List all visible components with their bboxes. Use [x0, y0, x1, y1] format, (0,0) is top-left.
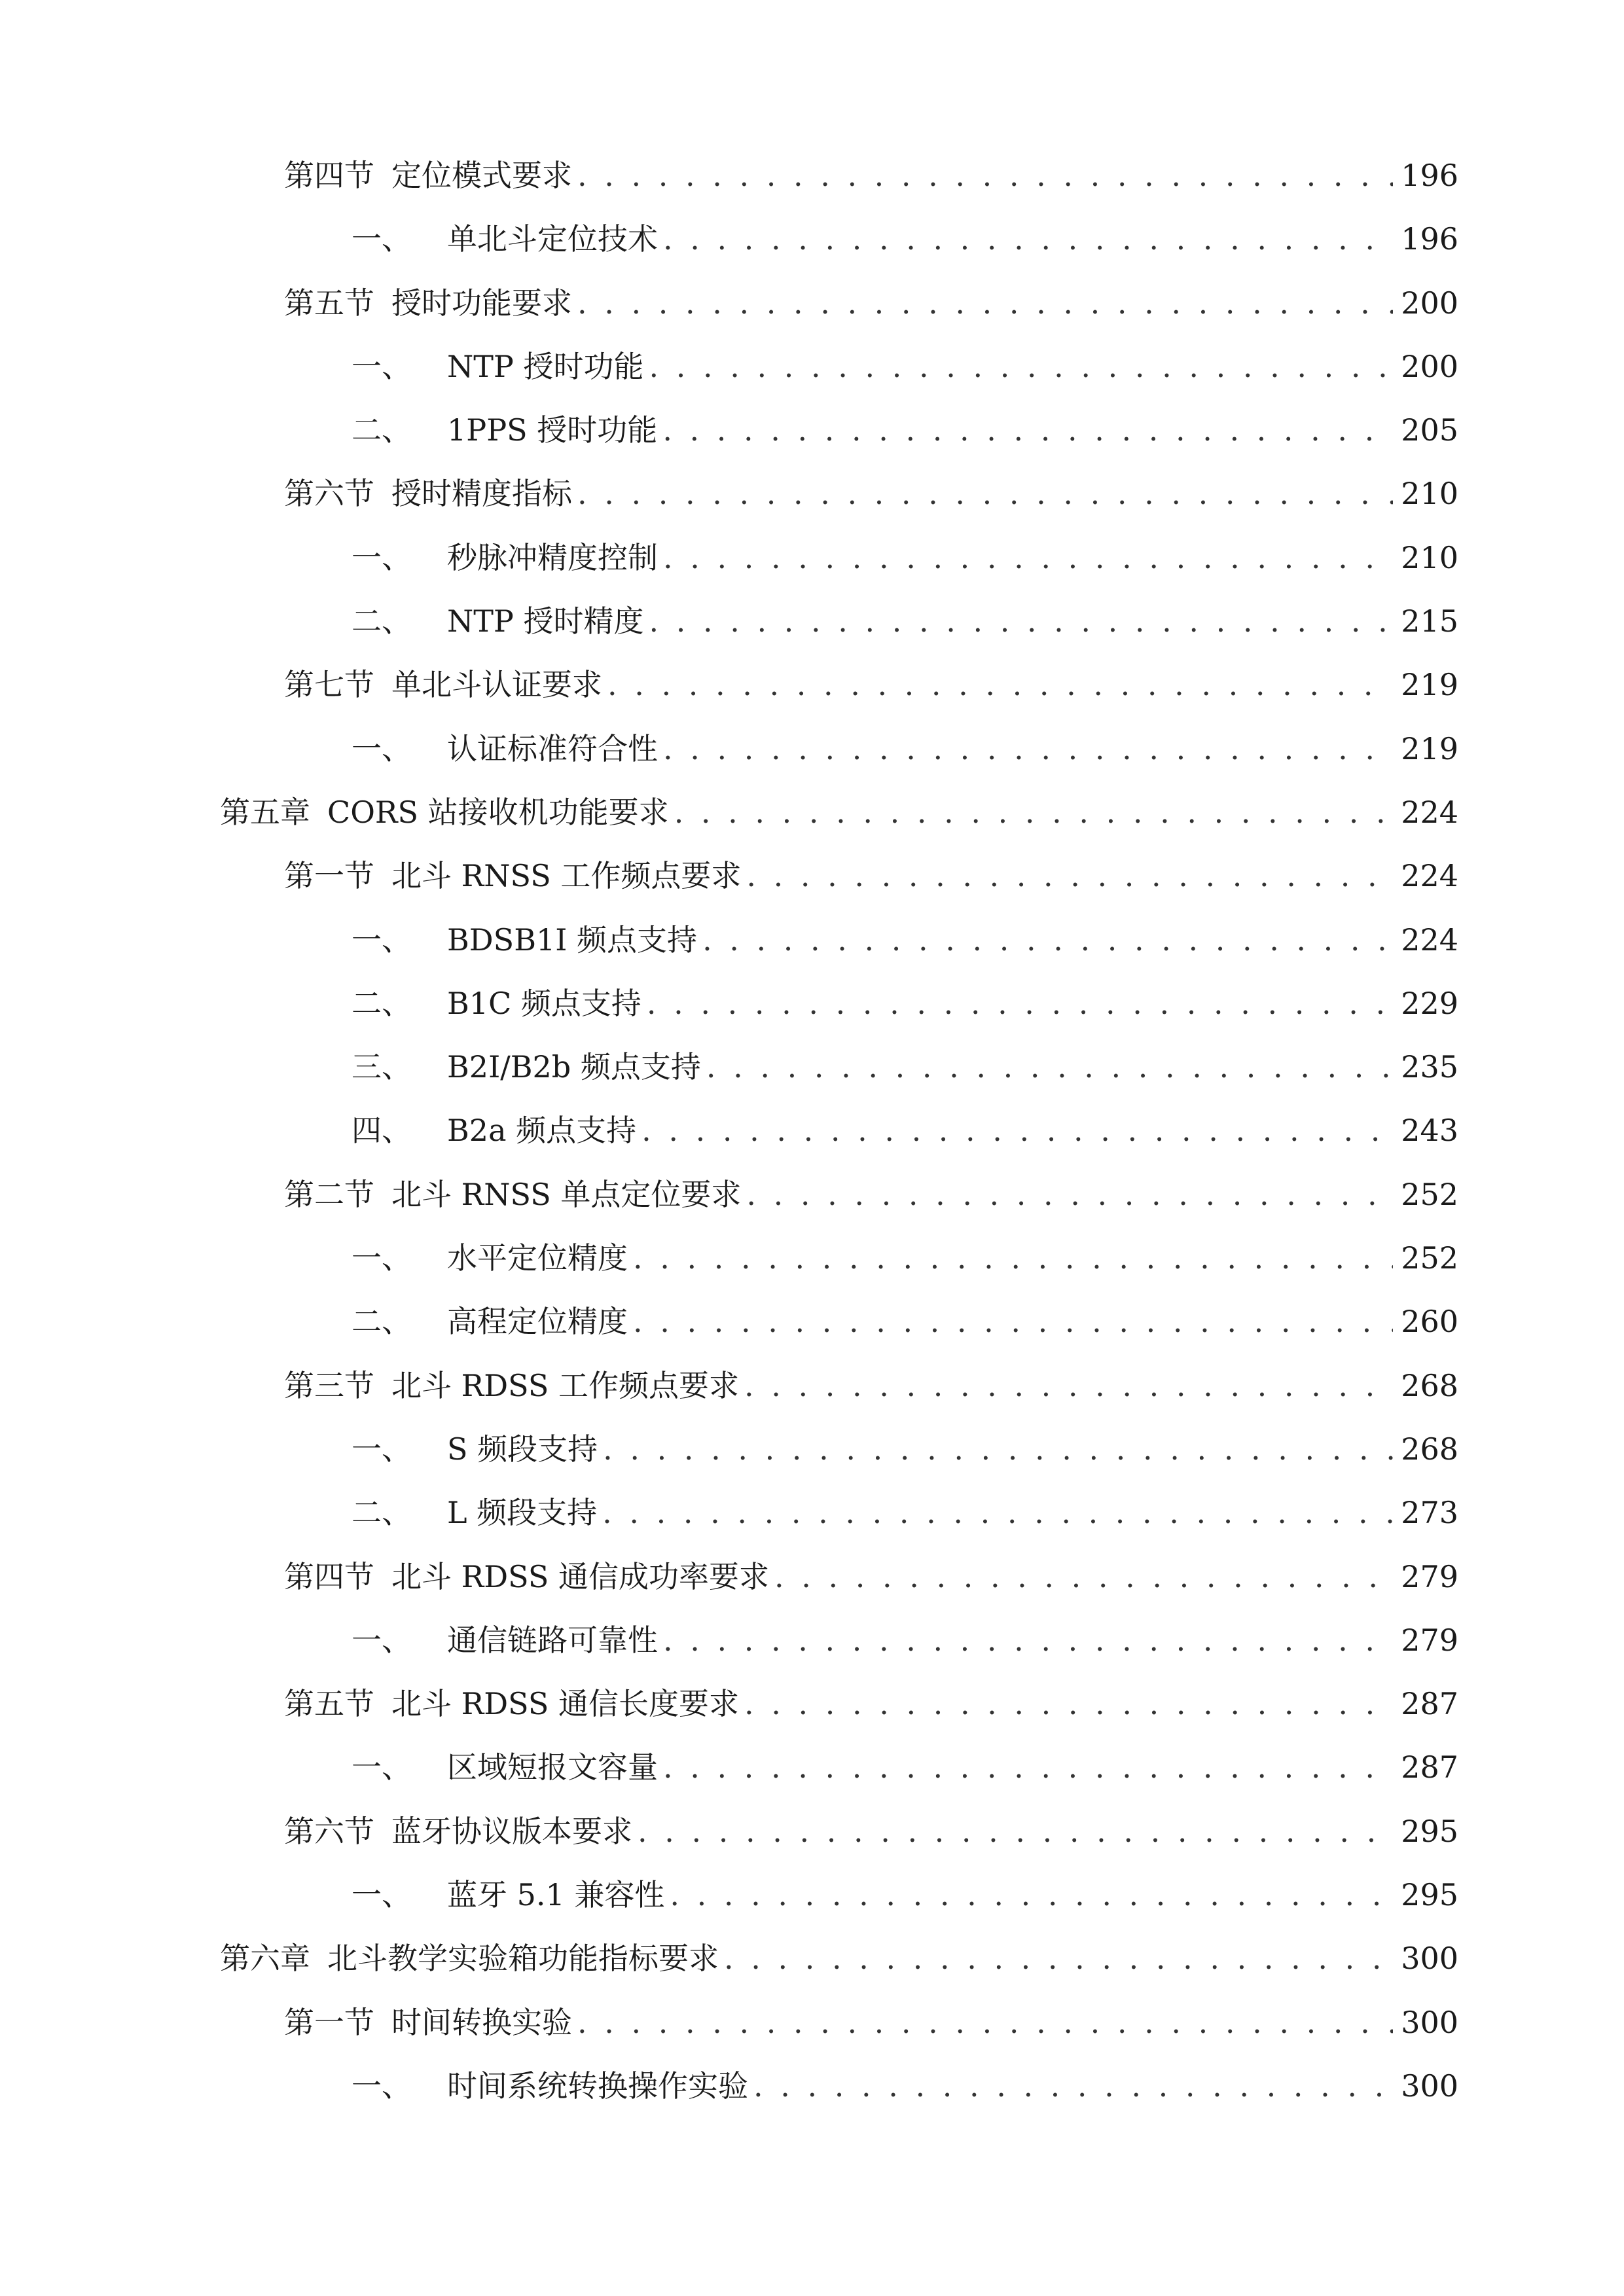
dot-leader — [638, 1812, 1393, 1851]
toc-entry-section[interactable] — [0, 1355, 1624, 1419]
toc-entry-item[interactable] — [0, 1737, 1624, 1801]
dot-leader — [744, 1684, 1393, 1723]
toc-entry-page-number: 196 — [1401, 158, 1458, 193]
toc-entry-title: 水平定位精度 — [447, 1240, 628, 1276]
toc-entry-item[interactable] — [0, 910, 1624, 973]
toc-entry-line — [284, 474, 1458, 513]
toc-entry-line — [352, 729, 1458, 768]
toc-entry-title: B2a 频点支持 — [447, 1113, 637, 1149]
toc-entry-line — [352, 347, 1458, 386]
toc-entry-item[interactable] — [0, 973, 1624, 1037]
dot-leader — [702, 920, 1393, 960]
toc-entry-page-number: 273 — [1401, 1495, 1458, 1531]
toc-entry-title: 北斗 RNSS 工作频点要求 — [391, 858, 742, 894]
dot-leader — [746, 856, 1393, 895]
toc-entry-line — [284, 1812, 1458, 1851]
toc-entry-section[interactable] — [0, 145, 1624, 209]
dot-leader — [577, 283, 1393, 323]
dot-leader — [670, 1875, 1393, 1914]
toc-entry-title: 通信链路可靠性 — [447, 1622, 658, 1658]
toc-entry-item[interactable] — [0, 209, 1624, 272]
toc-entry-line — [352, 410, 1458, 450]
dot-leader — [724, 1939, 1393, 1978]
toc-entry-line — [352, 538, 1458, 577]
toc-entry-number: 第七节 — [284, 667, 374, 703]
toc-entry-page-number: 235 — [1401, 1049, 1458, 1085]
toc-entry-line — [220, 1939, 1458, 1978]
toc-entry-page-number: 196 — [1401, 221, 1458, 257]
toc-entry-title: NTP 授时功能 — [447, 348, 644, 384]
toc-entry-title: 北斗 RNSS 单点定位要求 — [391, 1176, 742, 1212]
toc-entry-page-number: 243 — [1401, 1113, 1458, 1149]
dot-leader — [663, 219, 1393, 259]
toc-entry-item[interactable] — [0, 528, 1624, 591]
dot-leader — [649, 601, 1394, 641]
toc-entry-item[interactable] — [0, 1865, 1624, 1928]
toc-entry-title: 单北斗认证要求 — [391, 667, 602, 703]
dot-leader — [663, 729, 1393, 768]
toc-entry-title: 定位模式要求 — [391, 158, 572, 193]
dot-leader — [577, 156, 1393, 195]
dot-leader — [746, 1175, 1393, 1214]
toc-entry-item[interactable] — [0, 1291, 1624, 1355]
toc-entry-line — [352, 1238, 1458, 1278]
toc-entry-number: 一、 — [352, 1749, 412, 1785]
toc-entry-line — [220, 793, 1458, 832]
toc-entry-title: BDSB1I 频点支持 — [447, 922, 698, 958]
toc-entry-title: CORS 站接收机功能要求 — [327, 794, 669, 830]
toc-entry-page-number: 210 — [1401, 476, 1458, 512]
toc-entry-page-number: 287 — [1401, 1686, 1458, 1722]
toc-entry-number: 一、 — [352, 2068, 412, 2104]
toc-entry-page-number: 295 — [1401, 1813, 1458, 1849]
toc-entry-section[interactable] — [0, 1547, 1624, 1610]
toc-entry-section[interactable] — [0, 1164, 1624, 1228]
toc-entry-line — [352, 2066, 1458, 2106]
toc-entry-number: 一、 — [352, 1240, 412, 1276]
toc-entry-number: 一、 — [352, 221, 412, 257]
toc-entry-page-number: 219 — [1401, 667, 1458, 703]
toc-entry-number: 第六节 — [284, 476, 374, 512]
dot-leader — [577, 474, 1393, 513]
toc-entry-line — [352, 1047, 1458, 1086]
toc-entry-page-number: 268 — [1401, 1431, 1458, 1467]
dot-leader — [577, 2003, 1393, 2042]
toc-entry-title: 北斗 RDSS 工作频点要求 — [391, 1367, 739, 1403]
toc-entry-line — [352, 1429, 1458, 1469]
toc-entry-section[interactable] — [0, 846, 1624, 909]
toc-entry-page-number: 252 — [1401, 1240, 1458, 1276]
toc-entry-number: 第二节 — [284, 1176, 374, 1212]
toc-entry-line — [284, 1557, 1458, 1596]
toc-entry-line — [352, 920, 1458, 960]
dot-leader — [647, 984, 1393, 1023]
dot-leader — [753, 2066, 1393, 2106]
dot-leader — [641, 1111, 1393, 1150]
toc-entry-line — [352, 984, 1458, 1023]
toc-entry-number: 第三节 — [284, 1367, 374, 1403]
toc-entry-page-number: 200 — [1401, 285, 1458, 321]
toc-entry-number: 第四节 — [284, 158, 374, 193]
toc-entry-title: 授时功能要求 — [391, 285, 572, 321]
toc-entry-number: 一、 — [352, 1431, 412, 1467]
toc-entry-number: 第四节 — [284, 1558, 374, 1594]
toc-entry-line — [284, 156, 1458, 195]
toc-entry-line — [284, 2003, 1458, 2042]
toc-entry-title: S 频段支持 — [447, 1431, 598, 1467]
toc-entry-chapter[interactable] — [0, 782, 1624, 846]
toc-entry-number: 第六章 — [220, 1941, 310, 1977]
toc-entry-item[interactable] — [0, 591, 1624, 655]
toc-entry-number: 一、 — [352, 922, 412, 958]
toc-entry-line — [352, 1302, 1458, 1341]
dot-leader — [706, 1047, 1393, 1086]
toc-entry-page-number: 219 — [1401, 730, 1458, 766]
toc-entry-title: 蓝牙协议版本要求 — [391, 1813, 632, 1849]
toc-entry-number: 第五章 — [220, 794, 310, 830]
toc-entry-title: 区域短报文容量 — [447, 1749, 658, 1785]
toc-entry-line — [284, 665, 1458, 704]
toc-entry-line — [352, 601, 1458, 641]
toc-entry-title: 认证标准符合性 — [447, 730, 658, 766]
toc-entry-title: L 频段支持 — [447, 1495, 598, 1531]
toc-entry-number: 四、 — [352, 1113, 412, 1149]
toc-entry-page-number: 215 — [1401, 603, 1458, 639]
toc-entry-page-number: 295 — [1401, 1877, 1458, 1913]
toc-entry-item[interactable] — [0, 1482, 1624, 1546]
dot-leader — [663, 538, 1393, 577]
toc-entry-title: 秒脉冲精度控制 — [447, 539, 658, 575]
dot-leader — [603, 1429, 1393, 1469]
toc-entry-chapter[interactable] — [0, 1928, 1624, 1992]
toc-entry-item[interactable] — [0, 2056, 1624, 2119]
toc-entry-title: 高程定位精度 — [447, 1304, 628, 1340]
toc-entry-section[interactable] — [0, 1801, 1624, 1865]
toc-entry-page-number: 210 — [1401, 539, 1458, 575]
toc-entry-item[interactable] — [0, 1037, 1624, 1100]
toc-entry-title: B1C 频点支持 — [447, 985, 641, 1021]
toc-entry-item[interactable] — [0, 1610, 1624, 1674]
toc-entry-line — [284, 1684, 1458, 1723]
toc-entry-item[interactable] — [0, 336, 1624, 400]
toc-entry-page-number: 279 — [1401, 1622, 1458, 1658]
toc-entry-title: 授时精度指标 — [391, 476, 572, 512]
toc-entry-title: 北斗 RDSS 通信长度要求 — [391, 1686, 739, 1722]
toc-entry-page-number: 229 — [1401, 985, 1458, 1021]
toc-entry-title: 1PPS 授时功能 — [447, 412, 658, 448]
dot-leader — [607, 665, 1393, 704]
toc-entry-number: 二、 — [352, 1495, 412, 1531]
dot-leader — [649, 347, 1394, 386]
toc-entry-line — [352, 1621, 1458, 1660]
toc-entry-section[interactable] — [0, 1674, 1624, 1737]
dot-leader — [663, 1621, 1393, 1660]
table-of-contents — [0, 145, 1624, 2119]
toc-entry-line — [352, 1493, 1458, 1532]
toc-entry-title: 时间系统转换操作实验 — [447, 2068, 748, 2104]
toc-entry-number: 一、 — [352, 539, 412, 575]
toc-entry-title: NTP 授时精度 — [447, 603, 644, 639]
dot-leader — [633, 1302, 1393, 1341]
toc-entry-item[interactable] — [0, 1419, 1624, 1482]
toc-entry-line — [352, 1748, 1458, 1787]
toc-entry-number: 一、 — [352, 1622, 412, 1658]
toc-entry-page-number: 300 — [1401, 1941, 1458, 1977]
toc-entry-title: 北斗 RDSS 通信成功率要求 — [391, 1558, 769, 1594]
toc-entry-page-number: 224 — [1401, 922, 1458, 958]
toc-entry-page-number: 205 — [1401, 412, 1458, 448]
toc-entry-page-number: 260 — [1401, 1304, 1458, 1340]
toc-entry-title: 北斗教学实验箱功能指标要求 — [327, 1941, 719, 1977]
dot-leader — [663, 1748, 1393, 1787]
toc-entry-line — [352, 1875, 1458, 1914]
dot-leader — [674, 793, 1394, 832]
toc-entry-section[interactable] — [0, 655, 1624, 718]
toc-entry-title: 单北斗定位技术 — [447, 221, 658, 257]
toc-entry-page-number: 224 — [1401, 794, 1458, 830]
toc-entry-number: 二、 — [352, 985, 412, 1021]
toc-entry-title: 蓝牙 5.1 兼容性 — [447, 1877, 665, 1913]
toc-entry-number: 第五节 — [284, 285, 374, 321]
dot-leader — [774, 1557, 1393, 1596]
toc-entry-page-number: 268 — [1401, 1367, 1458, 1403]
toc-entry-line — [284, 283, 1458, 323]
dot-leader — [662, 410, 1393, 450]
toc-entry-page-number: 287 — [1401, 1749, 1458, 1785]
toc-entry-number: 第一节 — [284, 858, 374, 894]
toc-entry-item[interactable] — [0, 1100, 1624, 1164]
toc-entry-title: 时间转换实验 — [391, 2004, 572, 2040]
toc-entry-number: 二、 — [352, 412, 412, 448]
toc-entry-section[interactable] — [0, 1992, 1624, 2056]
toc-entry-number: 二、 — [352, 603, 412, 639]
toc-entry-number: 第五节 — [284, 1686, 374, 1722]
toc-entry-title: B2I/B2b 频点支持 — [447, 1049, 701, 1085]
dot-leader — [633, 1238, 1393, 1278]
toc-entry-page-number: 300 — [1401, 2004, 1458, 2040]
toc-entry-line — [284, 1366, 1458, 1405]
toc-entry-number: 一、 — [352, 1877, 412, 1913]
toc-entry-page-number: 300 — [1401, 2068, 1458, 2104]
toc-entry-number: 三、 — [352, 1049, 412, 1085]
toc-entry-number: 一、 — [352, 348, 412, 384]
toc-entry-line — [284, 856, 1458, 895]
toc-entry-number: 二、 — [352, 1304, 412, 1340]
toc-entry-line — [352, 1111, 1458, 1150]
toc-entry-number: 一、 — [352, 730, 412, 766]
toc-entry-page-number: 224 — [1401, 858, 1458, 894]
toc-entry-line — [284, 1175, 1458, 1214]
toc-entry-page-number: 252 — [1401, 1176, 1458, 1212]
dot-leader — [602, 1493, 1393, 1532]
toc-entry-section[interactable] — [0, 273, 1624, 336]
toc-entry-line — [352, 219, 1458, 259]
toc-entry-page-number: 200 — [1401, 348, 1458, 384]
toc-entry-page-number: 279 — [1401, 1558, 1458, 1594]
toc-entry-item[interactable] — [0, 719, 1624, 782]
toc-entry-section[interactable] — [0, 463, 1624, 527]
toc-entry-number: 第一节 — [284, 2004, 374, 2040]
toc-entry-item[interactable] — [0, 1228, 1624, 1291]
toc-entry-number: 第六节 — [284, 1813, 374, 1849]
toc-entry-item[interactable] — [0, 400, 1624, 463]
dot-leader — [744, 1366, 1393, 1405]
